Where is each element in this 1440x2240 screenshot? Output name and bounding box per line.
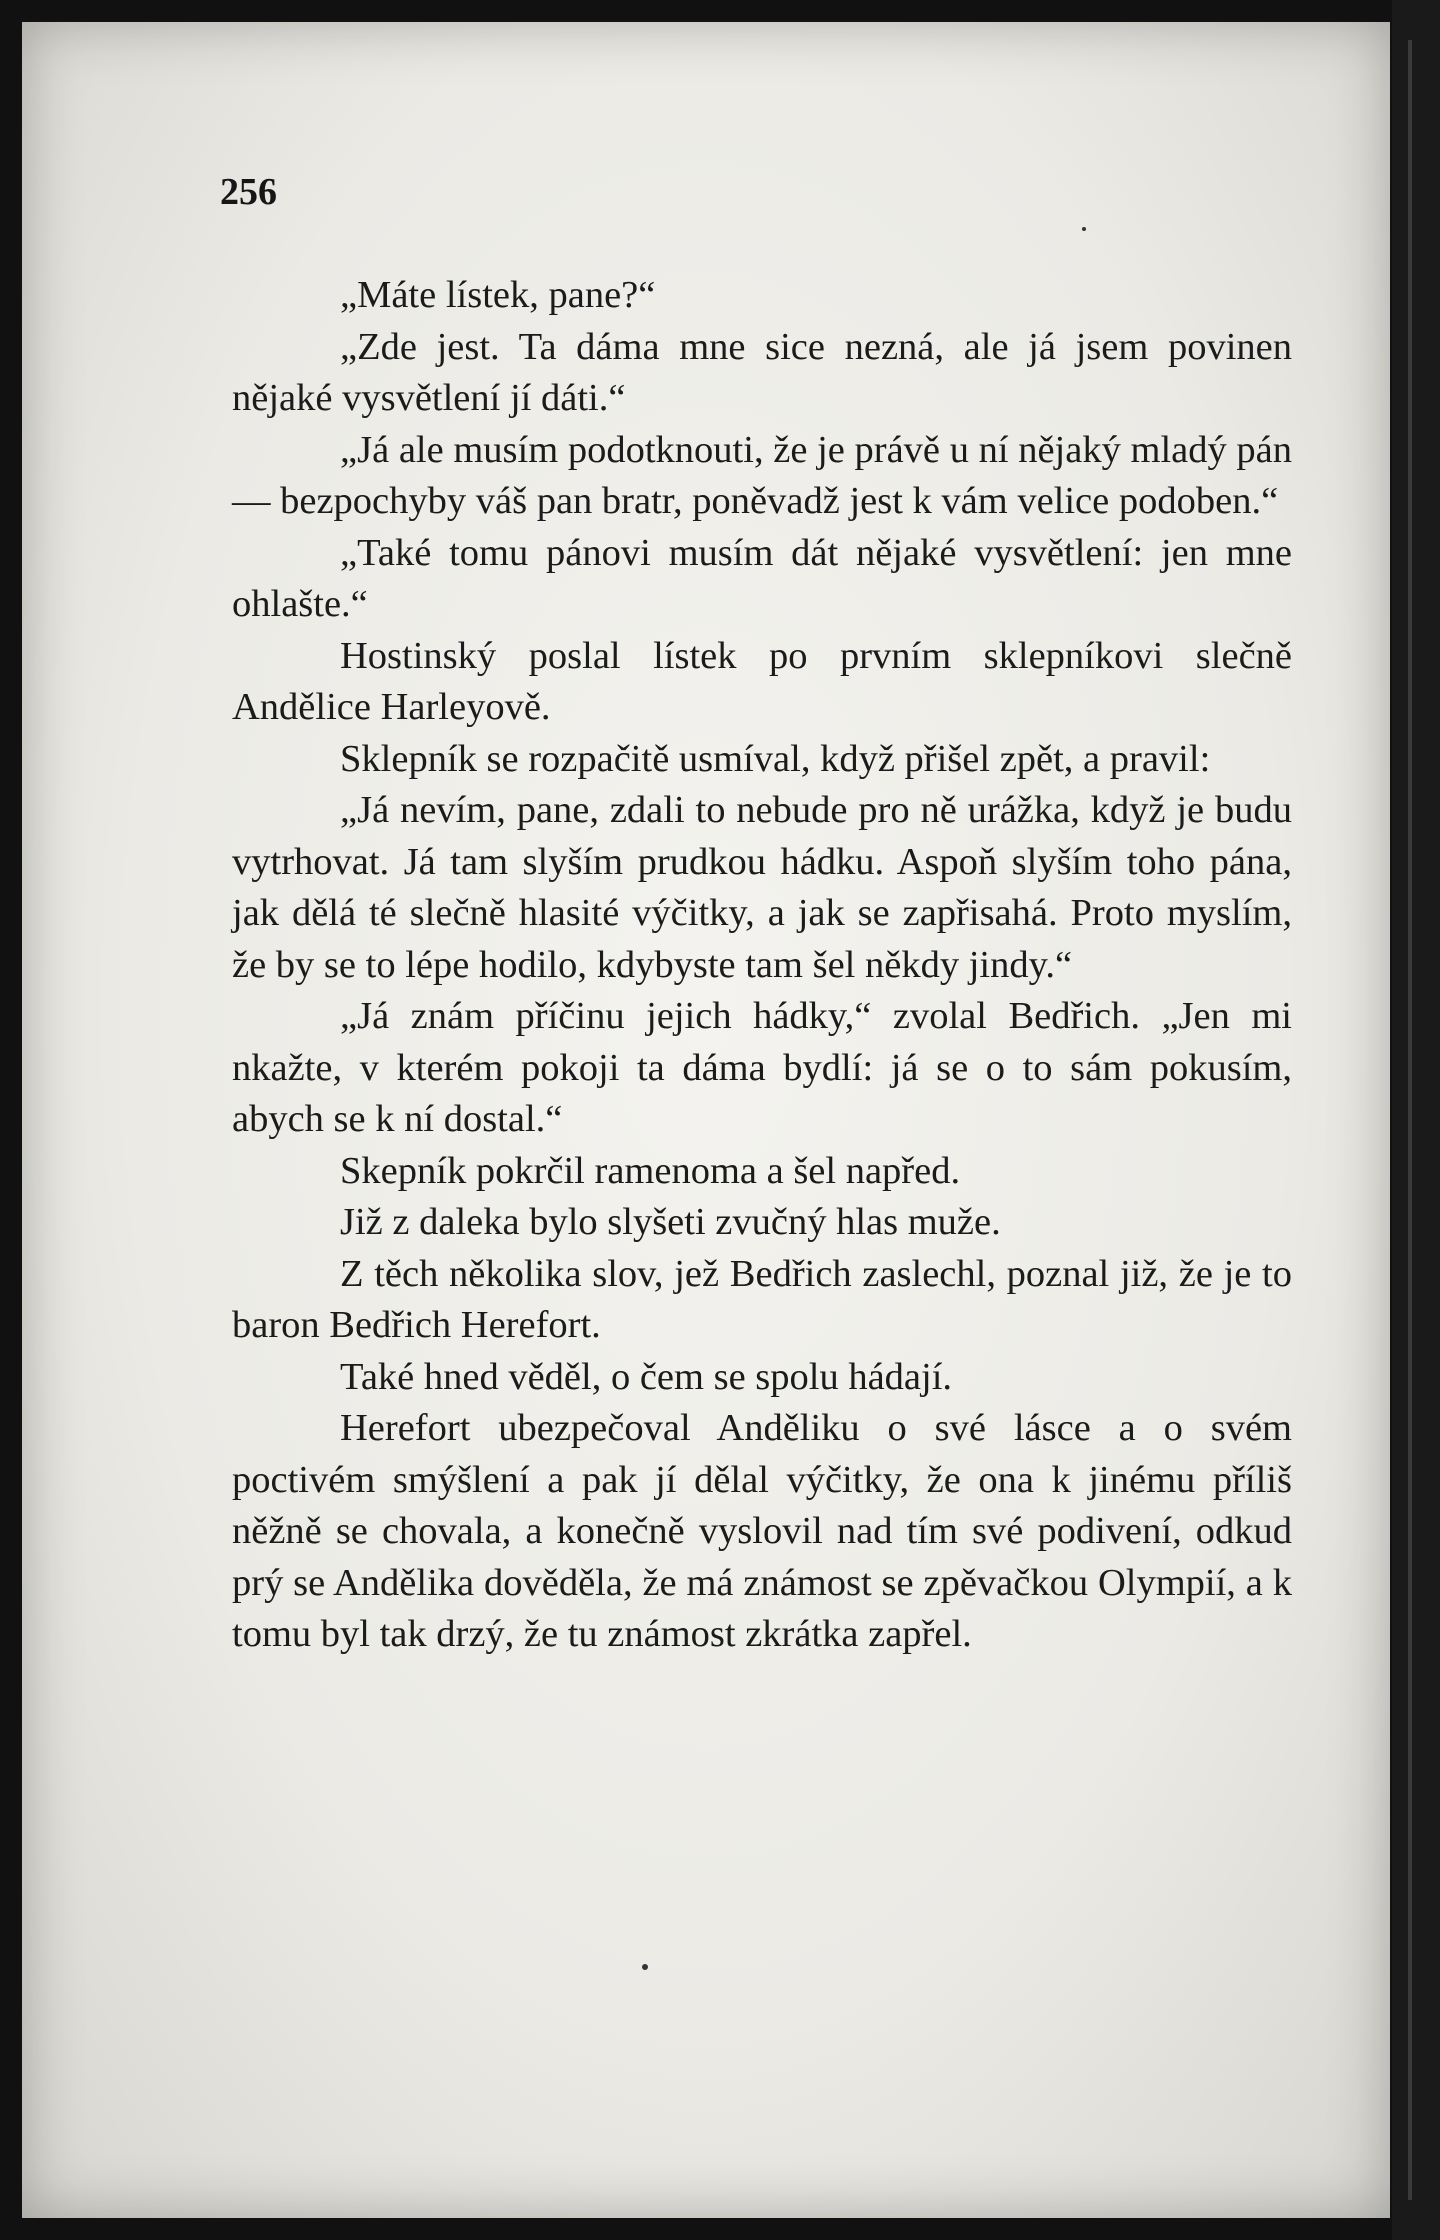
paragraph: „Já ale musím podotknouti, že je právě u ní nějaký mladý pán — bezpochyby váš pan bratr, poněvadž jest k vám velice podoben.“ bbox=[232, 428, 1292, 522]
paragraph: Skepník pokrčil ramenoma a šel napřed. bbox=[340, 1149, 961, 1192]
page-text bbox=[232, 270, 1292, 1661]
speck bbox=[642, 1964, 648, 1970]
paragraph: „Zde jest. Ta dáma mne sice nezná, ale já jsem povinen nějaké vysvětlení jí dáti.“ bbox=[232, 325, 1292, 419]
paragraph: Sklepník se rozpačitě usmíval, když přišel zpět, a pravil: bbox=[340, 737, 1211, 780]
paragraph: Již z daleka bylo slyšeti zvučný hlas muže. bbox=[340, 1201, 1001, 1243]
paragraph: „Já nevím, pane, zdali to nebude pro ně urážka, když je budu vytrhovat. Já tam slyším prudkou hádku. Aspoň slyším toho pána, jak dělá té slečně hlasité výčitky, a jak se zapřisahá. Proto myslím, že by se to lépe hodilo, kdybyste tam šel někdy jindy.“ bbox=[232, 789, 1292, 986]
paragraph: Z těch několika slov, jež Bedřich zaslechl, poznal již, že je to baron Bedřich Herefort. bbox=[232, 1252, 1292, 1346]
page-edge-line bbox=[1408, 40, 1412, 2200]
adjacent-page-edge bbox=[1392, 0, 1440, 2240]
paragraph: Hostinský poslal lístek po prvním sklepníkovi slečně Andělice Harleyově. bbox=[232, 634, 1292, 728]
paragraph: „Máte lístek, pane?“ bbox=[340, 274, 656, 316]
paragraph: „Také tomu pánovi musím dát nějaké vysvětlení: jen mne ohlašte.“ bbox=[232, 531, 1292, 625]
speck bbox=[1082, 227, 1086, 231]
page-number: 256 bbox=[220, 171, 277, 213]
paragraph: Také hned věděl, o čem se spolu hádají. bbox=[340, 1355, 953, 1398]
paragraph: Herefort ubezpečoval Anděliku o své lásce a o svém poctivém smýšlení a pak jí dělal výčitky, že ona k jinému příliš něžně se chovala, a konečně vyslovil nad tím své podivení, odkud prý se Andělika dověděla, že má známost se zpěvačkou Olympií, a k tomu byl tak drzý, že tu známost zkrátka zapřel. bbox=[232, 1407, 1292, 1655]
paragraph: „Já znám příčinu jejich hádky,“ zvolal Bedřich. „Jen mi nkažte, v kterém pokoji ta dáma bydlí: já se o to sám pokusím, abych se k ní dostal.“ bbox=[232, 995, 1292, 1140]
